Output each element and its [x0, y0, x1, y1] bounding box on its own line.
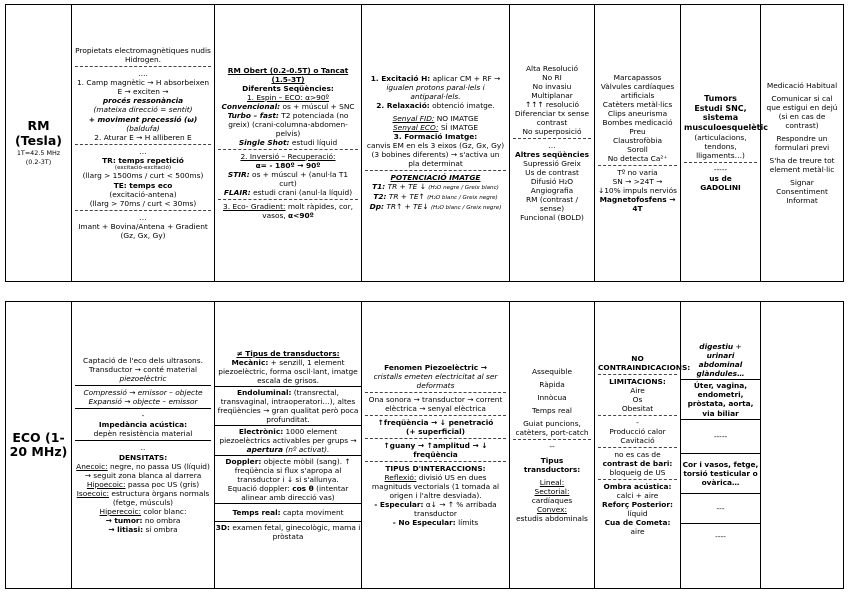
text-line: α= - 180º → 90º — [255, 161, 321, 171]
text-line: T1: — [372, 182, 386, 192]
text-line: Transductor → conté material — [88, 365, 198, 375]
text-line: calci + aire — [616, 491, 659, 501]
text-line: Us de contrast — [525, 168, 579, 178]
text-line: Cua de Cometa: — [604, 518, 671, 528]
rm-row — [6, 5, 844, 282]
text-line: Guiat puncions, catèters, port-catch — [515, 419, 589, 438]
text-line: ↑↑↑ resolució — [524, 99, 580, 109]
text-line: GADOLINI — [700, 183, 741, 193]
text-line: + senzill, 1 element piezoelèctric, forma oscil·lant, imatge escala de grisos. — [218, 357, 358, 385]
text-line: (excitació-antena) — [109, 189, 177, 199]
text-line: cos θ — [292, 484, 314, 494]
text-line: → litiasi: — [108, 524, 144, 534]
text-line: piezoelèctric — [119, 374, 167, 384]
text-line: canvis EM en els 3 eixos (Gz, Gx, Gy) (3 bobines diferents) → s'activa un pla determinat — [366, 141, 505, 169]
text-line: No superposició — [522, 126, 582, 136]
text-line: No RI — [542, 72, 562, 82]
text-line: Propietats electromagnètiques nudis Hidrogen. — [75, 46, 211, 65]
text-line: Anecoic: — [76, 461, 108, 471]
text-line: Expansió → objecte – emissor — [88, 397, 198, 407]
divider — [75, 210, 211, 211]
divider — [75, 440, 211, 441]
text-line: (intentar alinear amb direcció vas) — [241, 484, 349, 503]
text-line: Innòcua — [537, 393, 567, 403]
divider — [365, 461, 506, 462]
text-line: 1. Camp magnètic → H absorbeixen E → exciten → — [76, 78, 210, 97]
text-line: (H₂O negre / Greix blanc) — [428, 185, 499, 192]
text-line: RM (contrast / sense) — [525, 195, 579, 214]
text-line: SÍ IMATGE — [440, 123, 479, 133]
text-line: (mateixa direcció = sentit) — [93, 105, 193, 115]
text-line: líquid — [627, 509, 648, 519]
text-line: 3D: — [215, 523, 230, 533]
eco-physics-cell — [72, 302, 215, 589]
rm-sequences-cell — [215, 5, 362, 282]
text-line: urinari — [706, 351, 735, 361]
rm-process-cell — [362, 5, 510, 282]
text-line: Os — [632, 394, 643, 404]
text-line: ↑freqüència → ↓ penetració — [377, 417, 494, 427]
text-line: ↓10% impuls nerviós — [598, 186, 677, 196]
text-line: apertura — [246, 445, 284, 455]
text-line: Signar Consentiment Informat — [776, 178, 828, 206]
text-line: Claustrofòbia — [613, 135, 662, 145]
text-line: Vàlvules cardíaques artificials — [600, 81, 675, 100]
text-line: RM Obert (0.2-0.5T) o Tancat (1.5-3T) — [227, 65, 349, 84]
divider — [365, 438, 506, 439]
text-line: aplicar CM + RF → — [432, 74, 501, 84]
text-line: arribada transductor — [414, 500, 497, 519]
text-line: .. — [140, 443, 146, 453]
text-line: Reforç Posterior: — [602, 500, 673, 510]
eco-row — [6, 302, 844, 589]
text-line: Diferenciar tx sense contrast — [514, 108, 590, 127]
text-line: DENSITATS: — [118, 452, 168, 462]
text-line: TIPUS D'INTERACCIONS: — [385, 464, 486, 474]
eco-table — [5, 301, 844, 589]
text-line: 2. Inversió – Recuperació: — [240, 152, 336, 162]
text-line: Assequible — [531, 367, 573, 377]
text-line: (H₂O blanc / Greix negre) — [430, 205, 502, 212]
text-line: Tº no varia — [617, 168, 658, 178]
text-line: Estudi SNC, sistema musculoesquelètic — [684, 103, 768, 133]
text-line: T2: — [373, 192, 387, 202]
text-line: Convencional: — [221, 101, 281, 111]
text-line: 1. Espin – ECO: α>90º — [246, 92, 330, 102]
divider — [75, 66, 211, 67]
text-line: estudi crani (anul·la líquid) — [253, 188, 353, 198]
text-line: (llarg > 1500ms / curt < 500ms) — [82, 171, 204, 181]
text-line: Medicació Habitual — [766, 80, 838, 90]
text-line: Dp: — [369, 202, 384, 212]
text-line: no es cas de — [614, 450, 661, 459]
text-line: Lineal: — [539, 477, 565, 487]
text-line: límits — [458, 518, 479, 528]
text-line: (articulacions, tendons, lligaments…) — [694, 132, 747, 160]
text-line: Diferents Seqüències: — [242, 83, 334, 93]
text-line: bloqueig de US — [609, 468, 666, 478]
text-line: Isoecoic: — [76, 488, 110, 498]
text-line: Impedància acústica: — [98, 420, 188, 430]
text-line: ---- — [715, 531, 726, 541]
rm-tesla-range: (0.2-3T) — [25, 158, 52, 167]
rm-tesla-mhz: 1T=42.5 MHz — [16, 149, 61, 158]
text-line: - — [141, 411, 145, 421]
rm-header-cell — [6, 5, 72, 282]
text-line: T2 potenciada (no greix) (crani-columna-abdomen-pelvis) — [228, 110, 349, 138]
text-line: examen fetal, ginecològic, mama i pròstata — [232, 523, 361, 542]
text-line: 2. Aturar E → H alliberen E — [94, 132, 192, 142]
eco-limitations-cell — [595, 302, 691, 589]
text-line: Temps real — [532, 406, 572, 416]
text-line: Catèters metàl·lics — [602, 99, 673, 109]
divider — [75, 385, 211, 386]
text-line: TR + TE ↓ — [387, 182, 426, 192]
divider — [598, 447, 677, 448]
text-line: Preu — [629, 126, 646, 136]
eco-advantages-cell — [510, 302, 595, 589]
divider — [513, 138, 591, 139]
text-line: … — [139, 146, 147, 156]
text-line: Alta Resolució — [526, 63, 578, 73]
text-line: 3. Formació Imatge: — [393, 132, 478, 142]
text-line: (excitació-excitació) — [114, 164, 172, 171]
divider — [218, 149, 358, 150]
text-line: Soroll — [627, 145, 648, 155]
text-line: Difusió H₂O — [530, 177, 574, 187]
text-line: - — [636, 417, 639, 427]
text-line: obtenció imatge. — [432, 101, 495, 111]
text-line: depèn resistència material — [93, 429, 193, 439]
divider — [365, 415, 506, 416]
rm-table — [5, 4, 844, 282]
text-line: Producció calor — [609, 426, 666, 436]
text-line: molt ràpides, cor, vasos, — [262, 202, 353, 221]
divider — [684, 162, 757, 163]
text-line: LIMITACIONS: — [609, 376, 666, 386]
text-line: 3. Eco- Gradient: — [223, 202, 286, 212]
text-line: divisió US en dues magnituds vectorials (1 tomada al origen i l'altre desviada). — [371, 473, 500, 501]
text-line: α<90º — [288, 211, 314, 221]
eco-piezo-cell — [362, 302, 510, 589]
text-line: no ombra — [144, 515, 181, 525]
text-line: ----- — [713, 431, 728, 441]
text-line: Obesitat — [621, 403, 654, 413]
text-line: os + múscul + SNC — [282, 101, 355, 111]
text-line: Senyal ECO: — [392, 123, 439, 133]
eco-title: ECO (1-20 MHz) — [9, 429, 68, 459]
text-line: aire — [630, 527, 645, 537]
text-line: Aire — [630, 385, 645, 395]
text-line: Hiperecoic: — [99, 506, 142, 516]
rm-preparation-cell — [761, 5, 844, 282]
divider — [365, 170, 506, 171]
text-line: Equació doppler: — [227, 484, 290, 494]
text-line: Ona sonora → transductor → corrent elèctrica → senyal elèctrica — [368, 394, 503, 413]
rm-contraindications-cell — [595, 5, 681, 282]
rm-title: RM (Tesla) — [15, 118, 62, 148]
text-line: No invasiu — [532, 81, 572, 91]
text-line: Supressió Greix — [523, 159, 581, 169]
text-line: Funcional (BOLD) — [520, 213, 584, 223]
text-line: --- — [716, 503, 725, 513]
text-line: FLAIR: — [223, 188, 251, 198]
text-line: contrast de bari: — [602, 459, 673, 469]
text-line: Cor i vasos, fetge, torsió testicular o ovàrica… — [682, 459, 759, 487]
text-line: - Especular: — [374, 500, 424, 510]
text-line: NO CONTRAINDICACIONS: — [598, 353, 691, 372]
divider — [598, 165, 677, 166]
text-line: (nº activat). — [285, 445, 330, 455]
text-line: (baldufa) — [126, 123, 160, 133]
text-line: … — [548, 140, 556, 150]
text-line: Sectorial: — [534, 486, 570, 496]
rm-indications-cell — [681, 5, 768, 282]
text-line: estructura òrgans normals (fetge, músculs) — [111, 488, 210, 507]
text-line: No detecta Ca²⁺ — [607, 154, 668, 164]
text-line: Marcapassos — [613, 72, 662, 82]
text-line: Úter, vagina, endometri, pròstata, aorta, via biliar — [687, 381, 754, 418]
text-line: 2. Relaxació: — [376, 101, 430, 111]
text-line: + moviment precessió (ω) — [88, 114, 198, 124]
text-line: os + múscul + (anul·la T1 curt) — [252, 170, 349, 189]
text-line: … — [139, 212, 147, 222]
text-line: passa poc US (gris) — [127, 479, 200, 489]
text-line: Reflexió: — [384, 473, 417, 483]
text-line: TR: temps repetició — [102, 155, 184, 165]
text-line: objecte mòbil (sang). ↑ freqüència si flux s'apropa al transductor i ↓ si s'allunya. — [234, 457, 351, 485]
eco-header-cell — [6, 302, 72, 589]
text-line: Angiografia — [530, 186, 574, 196]
text-line: 1000 element piezoelèctrics activables per grups → — [219, 426, 357, 445]
text-line: Multiplanar — [531, 90, 573, 100]
eco-preparation-cell — [761, 302, 844, 589]
text-line: TR + TE↑ — [388, 192, 425, 202]
text-line: (llarg > 70ms / curt < 30ms) — [89, 198, 197, 208]
text-line: Clips aneurisma — [607, 108, 668, 118]
text-line: (transrectal, transvaginal, intraoperatori…), altes freqüències → gran qualitat però poca profunditat. — [217, 387, 359, 424]
text-line: cardíaques — [531, 495, 573, 505]
text-line: procés ressonància — [102, 96, 184, 106]
text-line: SN → >24T → — [612, 177, 663, 187]
divider — [598, 479, 677, 480]
text-line: α↓ → ↑ % — [425, 500, 464, 510]
text-line: abdominal — [698, 360, 743, 370]
text-line: (H₂O blanc / Greix negre) — [427, 195, 498, 202]
text-line: TR↑ + TE↓ — [386, 202, 429, 212]
text-line: Doppler: — [225, 457, 262, 467]
text-line: Hipoecoic: — [86, 479, 126, 489]
text-line: Mecànic: — [231, 357, 269, 367]
text-line: Ombra acústica: — [603, 482, 672, 492]
text-line: Compressió → emissor – objecte — [83, 388, 203, 398]
text-line: -- — [549, 442, 555, 452]
divider — [75, 408, 211, 409]
text-line: Comunicar si cal que estigui en dejú (si en cas de contrast) — [766, 93, 838, 130]
text-line: glàndules… — [696, 369, 745, 379]
text-line: digestiu — [699, 342, 734, 352]
text-line: Respondre un formulari previ — [774, 133, 830, 152]
text-line: Tipus transductors: — [523, 455, 581, 474]
text-line: TE: temps eco — [113, 180, 173, 190]
text-line: + — [735, 342, 742, 352]
text-line: cristalls emeten electricitat al ser deformats — [373, 371, 498, 390]
text-line: Ràpida — [539, 380, 565, 390]
text-line: Senyal FID: — [392, 114, 435, 124]
text-line: Endoluminal: — [236, 387, 292, 397]
text-line: Cavitació — [620, 435, 655, 445]
text-line: ↑guany → ↑amplitud → ↓ freqüència — [383, 440, 488, 459]
text-line: Single Shot: — [238, 138, 290, 147]
text-line: ----- — [713, 165, 728, 174]
divider — [218, 199, 358, 200]
divider — [598, 374, 677, 375]
text-line: Bombes medicació — [602, 117, 673, 127]
text-line: Captació de l'eco dels ultrasons. — [83, 356, 203, 366]
text-line: Electrònic: — [238, 426, 284, 436]
text-line: …. — [138, 69, 148, 79]
text-line: igualen protons paral·lels i antiparal·lels. — [386, 83, 485, 102]
text-line: Temps real: — [232, 508, 281, 518]
text-line: 1. Excitació H: — [370, 74, 431, 84]
text-line: → tumor: — [105, 515, 143, 525]
divider — [75, 144, 211, 145]
divider — [513, 439, 591, 440]
eco-indications-cell — [681, 302, 761, 589]
text-line: ≠ Tipus de transductors: — [236, 348, 340, 358]
divider — [365, 392, 506, 393]
text-line: Turbo – fast: — [227, 110, 279, 120]
text-line: POTENCIACIÓ IMATGE — [390, 173, 481, 183]
divider — [598, 415, 677, 416]
text-line: negre, no passa US (líquid) → seguit zona blanca al darrera — [84, 461, 210, 480]
text-line: S'ha de treure tot element metàl·lic — [769, 156, 835, 175]
text-line: Imant + Bovina/Antena + Gradient (Gz, Gx, Gy) — [78, 221, 208, 240]
rm-advantages-cell — [510, 5, 595, 282]
eco-transducers-cell — [215, 302, 362, 589]
text-line: sí ombra — [145, 524, 178, 534]
text-line: capta moviment — [282, 508, 344, 518]
text-line: - No Especular: — [392, 518, 456, 528]
text-line: (+ superficial) — [405, 426, 466, 436]
text-line: estudi líquid — [291, 138, 338, 147]
text-line: Altres seqüències — [515, 150, 589, 160]
rm-physics-cell — [72, 5, 215, 282]
text-line: Fenomen Piezoelèctric → — [384, 362, 487, 372]
text-line: STIR: — [227, 170, 250, 180]
text-line: Convex: — [536, 504, 568, 514]
text-line: us de — [709, 174, 732, 184]
text-line: NO IMATGE — [436, 114, 479, 124]
text-line: Tumors — [704, 93, 737, 103]
text-line: Magnetofosfens → 4T — [599, 195, 676, 214]
text-line: estudis abdominals — [516, 513, 588, 523]
text-line: color blanc: — [143, 506, 187, 516]
